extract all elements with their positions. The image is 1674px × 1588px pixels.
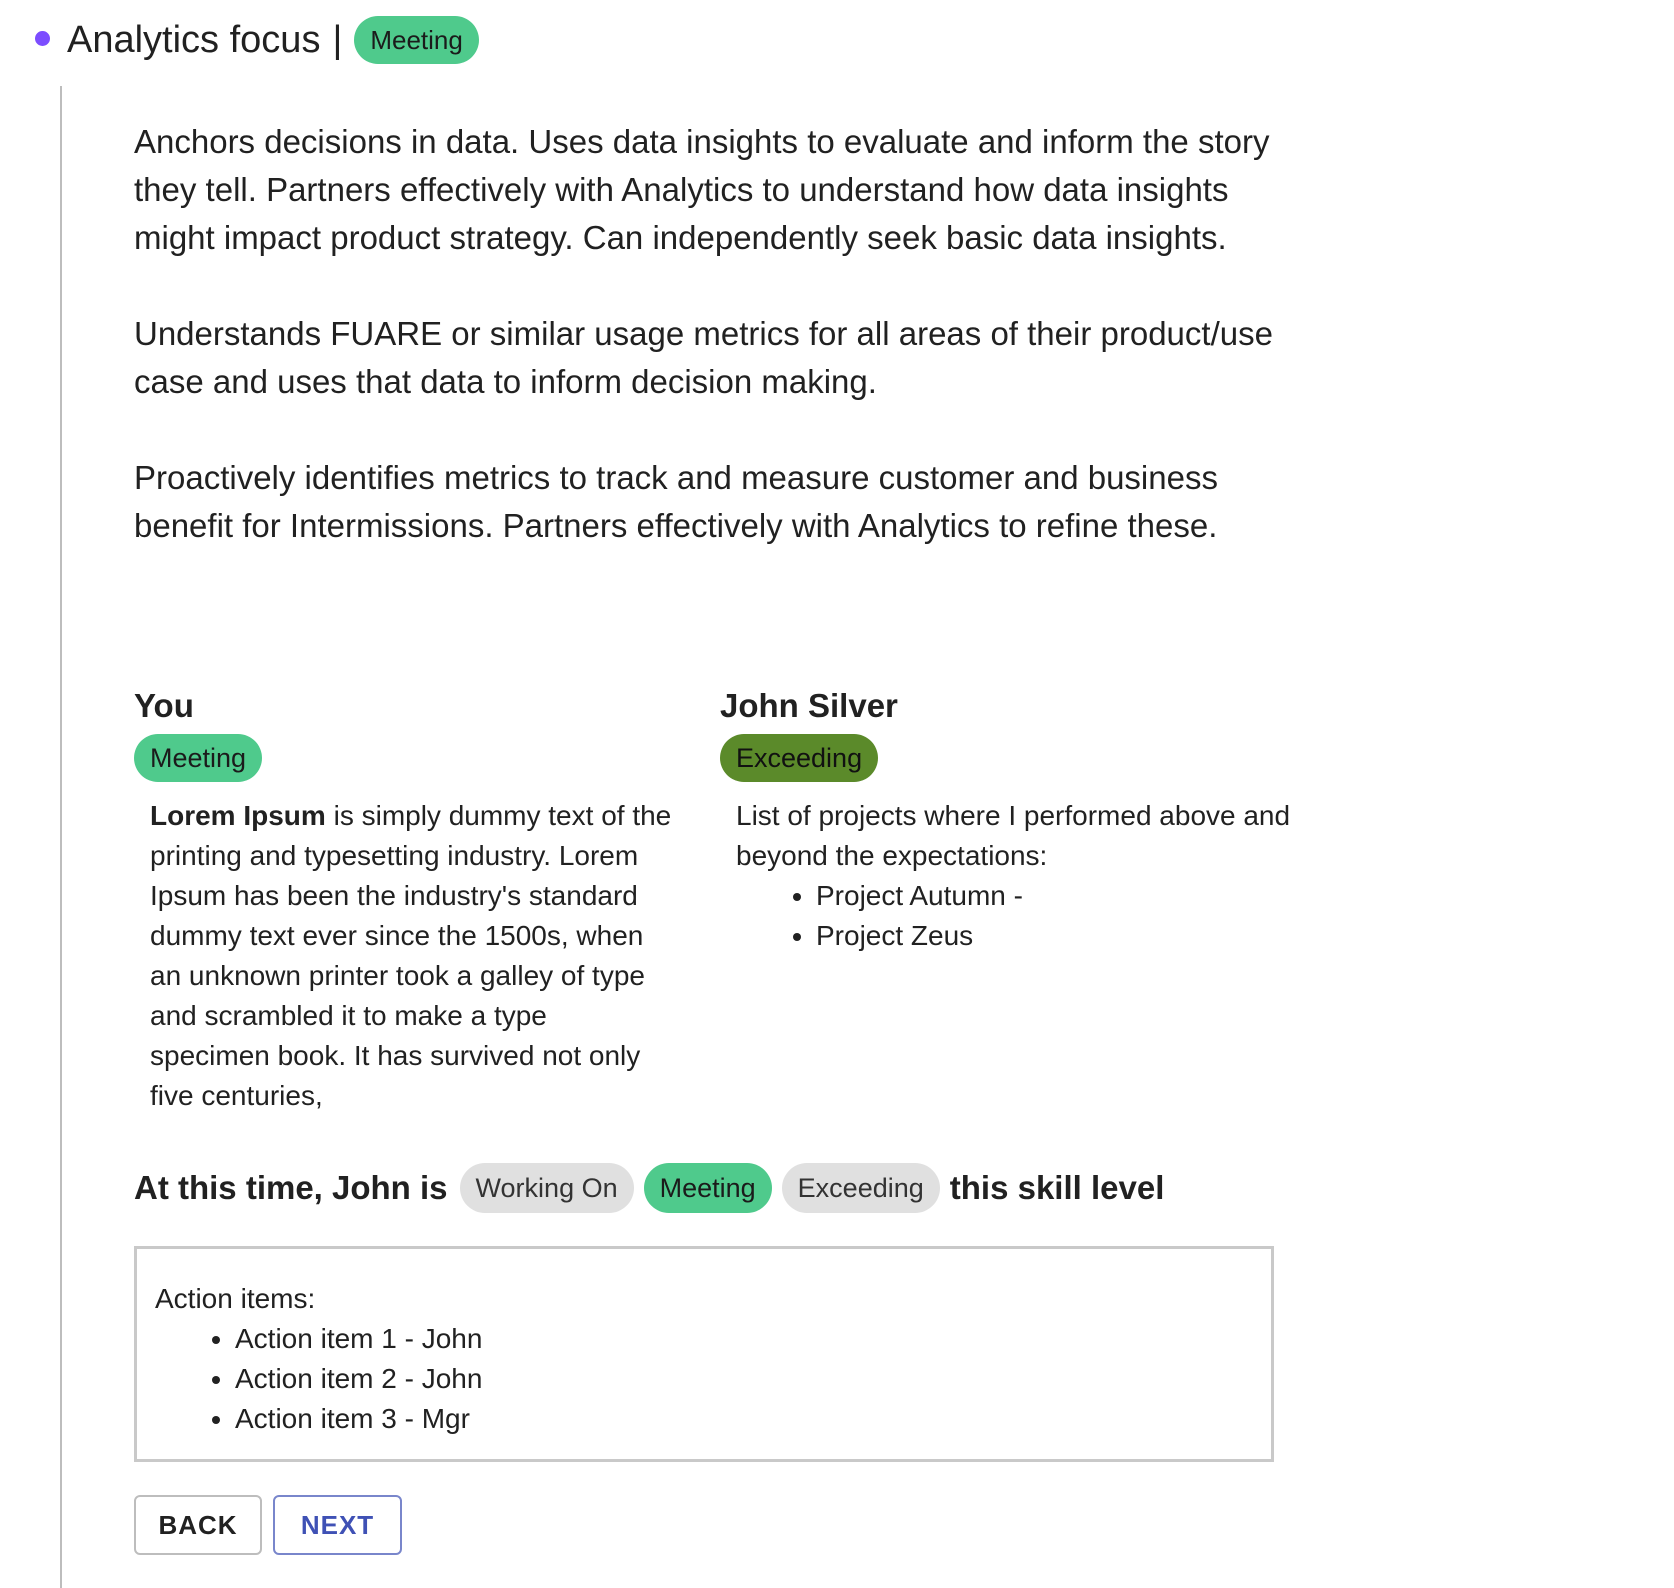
self-comment <box>134 796 674 1116</box>
self-comment-bold: Lorem Ipsum <box>150 800 326 831</box>
employee-comment-intro: List of projects where I performed above and beyond the expectations: <box>736 800 1291 871</box>
step-indicator-dot <box>35 31 50 46</box>
skill-level-prefix: At this time, John is <box>134 1169 448 1206</box>
list-item: • Action item 2 - John <box>235 1359 1253 1399</box>
status-badge: Meeting <box>354 16 479 64</box>
list-item: • Project Autumn - <box>816 876 1300 916</box>
employee-rating-badge: Exceeding <box>720 734 878 782</box>
employee-comment <box>720 796 1300 956</box>
action-items-editor[interactable] <box>134 1246 1274 1462</box>
description-paragraph: Understands FUARE or similar usage metrics for all areas of their product/use case and uses that data to inform decision making. <box>134 315 1273 400</box>
skill-option-meeting[interactable]: Meeting <box>644 1163 772 1213</box>
list-item: • Action item 1 - John <box>235 1319 1253 1359</box>
description-paragraph: Anchors decisions in data. Uses data insights to evaluate and inform the story they tell. Partners effectively with Analytics to understand how data insights might impact product strategy. Can independently seek basic data insights. <box>134 123 1270 256</box>
action-items-heading: Action items: <box>155 1283 316 1314</box>
action-items-list <box>155 1319 1253 1439</box>
title-separator: | <box>332 18 343 61</box>
next-button[interactable]: NEXT <box>273 1495 402 1555</box>
description-paragraph: Proactively identifies metrics to track and measure customer and business benefit for Intermissions. Partners effectively with Analytics to refine these. <box>134 459 1218 544</box>
step-rail-divider <box>60 86 62 1588</box>
self-assessment-column <box>134 684 674 1116</box>
skill-level-selector <box>134 1162 1164 1214</box>
self-name: You <box>134 687 194 724</box>
back-button[interactable]: BACK <box>134 1495 262 1555</box>
skill-option-working-on[interactable]: Working On <box>460 1163 634 1213</box>
list-item: • Project Zeus <box>816 916 1300 956</box>
skill-description <box>134 118 1294 598</box>
list-item: • Action item 3 - Mgr <box>235 1399 1253 1439</box>
self-rating-badge: Meeting <box>134 734 262 782</box>
self-comment-text: is simply dummy text of the printing and typesetting industry. Lorem Ipsum has been the industry's standard dummy text ever since the 1500s, when an unknown printer took a galley of type and scrambled it to make a type specimen book. It has survived not only five centuries, <box>150 800 672 1111</box>
section-header <box>67 16 479 64</box>
employee-name: John Silver <box>720 687 898 724</box>
employee-assessment-column <box>720 684 1300 956</box>
project-list <box>736 876 1300 956</box>
skill-option-exceeding[interactable]: Exceeding <box>782 1163 940 1213</box>
skill-level-suffix: this skill level <box>949 1169 1165 1206</box>
page-title: Analytics focus <box>67 18 321 61</box>
